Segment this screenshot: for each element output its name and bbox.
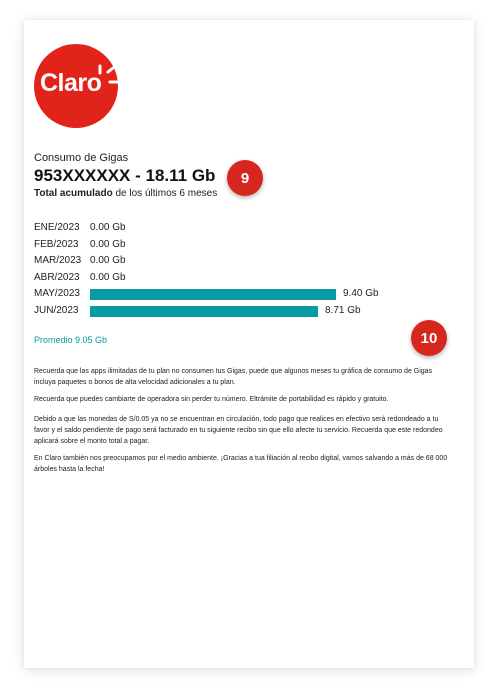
month-label: FEB/2023 (34, 238, 79, 250)
chart-row (34, 286, 454, 303)
chart-row (34, 220, 454, 237)
chart-row (34, 303, 454, 320)
consumption-bar (90, 289, 336, 300)
value-label: 9.40 Gb (343, 288, 379, 299)
value-label: 0.00 Gb (90, 271, 126, 283)
month-label: MAR/2023 (34, 255, 82, 266)
consumption-chart (34, 220, 454, 319)
month-label: ENE/2023 (34, 222, 80, 233)
info-paragraph-rounding: Debido a que las monedas de S/0.05 ya no se encuentran en circulación, todo pago que realices en efectivo será redondeado a tu favor y el saldo pendiente de pago será facturado en tu siguiente recibo sin que ello afecte tu servicio. Recuerda que este redondeo aplicará sobre el monto total a pagar. (34, 416, 443, 445)
phone-total-headline: 953XXXXXX - 18.11 Gb (34, 166, 216, 185)
subtitle-bold: Total acumulado (34, 188, 113, 199)
signal-rays-icon (34, 44, 118, 128)
average-consumption: Promedio 9.05 Gb (34, 335, 108, 345)
month-label: MAY/2023 (34, 288, 80, 299)
report-label: Consumo de Gigas (34, 152, 129, 164)
chart-row (34, 270, 454, 287)
claro-logo (34, 44, 118, 128)
info-paragraph-environment: En Claro también nos preocupamos por el medio ambiente. ¡Gracias a tua filiación al recibo digital, vamos salvando a más de 68 000 árboles hasta la fecha! (34, 455, 448, 473)
value-label: 0.00 Gb (90, 238, 126, 250)
value-label: 0.00 Gb (90, 255, 126, 266)
info-paragraph-apps: Recuerda que las apps ilimitadas de tu plan no consumen tus Gigas, puede que algunos meses tu gráfica de consumo de Gigas incluya paquetes o bonos de alta velocidad adicionales a tu plan. (34, 368, 433, 386)
chart-row (34, 237, 454, 254)
month-label: ABR/2023 (34, 271, 80, 283)
chart-row (34, 253, 454, 270)
value-label: 0.00 Gb (90, 222, 126, 233)
value-label: 8.71 Gb (325, 304, 361, 316)
invoice-card (24, 20, 474, 668)
logo-text: Claro (40, 69, 102, 97)
callout-badge-10: 10 (411, 320, 447, 356)
callout-badge-9: 9 (227, 160, 263, 196)
report-subtitle (34, 188, 217, 199)
subtitle-rest: de los últimos 6 meses (112, 188, 218, 199)
info-paragraph-portability: Recuerda que puedes cambiarte de operadora sin perder tu número. Eltrámite de portabilidad es rápido y gratuito. (34, 396, 389, 403)
month-label: JUN/2023 (34, 304, 79, 316)
consumption-bar (90, 306, 318, 317)
